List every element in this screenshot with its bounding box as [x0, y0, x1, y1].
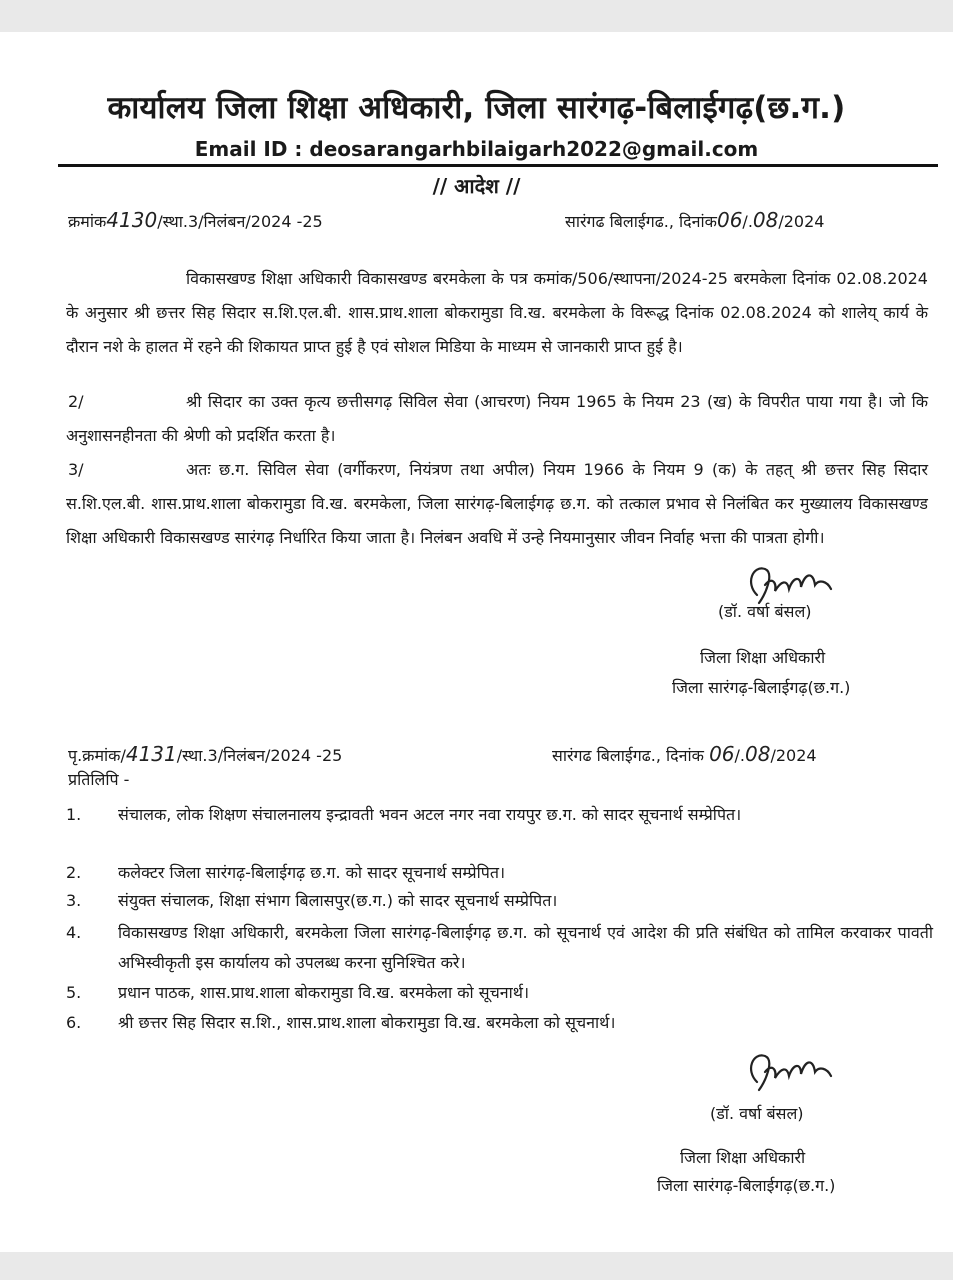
ref2-prefix: पृ.क्रमांक/	[68, 746, 126, 765]
date-month: 08	[752, 208, 779, 232]
paragraph-1: विकासखण्ड शिक्षा अधिकारी विकासखण्ड बरमकेला के पत्र कमांक/506/स्थापना/2024-25 बरमकेला दिनांक 02.08.2024 के अनुसार श्री छत्तर सिह सिदार स.शि.एल.बी. शास.प्राथ.शाला बोकरामुडा वि.ख. बरमकेला के विरूद्ध दिनांक 02.08.2024 को शालेय् कार्य के दौरान नशे के हालत में रहने की शिकायत प्राप्त हुई है एवं सोशल मिडिया के माध्यम से जानकारी प्राप्त हुई है।	[66, 269, 928, 356]
office-email: Email ID : deosarangarhbilaigarh2022@gmail.com	[194, 137, 759, 161]
ref-number: 4130	[106, 208, 158, 232]
ref2-number: 4131	[125, 742, 177, 766]
signature-1-district: जिला सारंगढ़-बिलाईगढ़(छ.ग.)	[672, 678, 851, 697]
date2-place: सारंगढ बिलाईगढ., दिनांक	[552, 746, 704, 765]
paragraph-2-number: 2/	[68, 392, 84, 411]
paragraph-3-number: 3/	[68, 460, 84, 479]
ref-prefix: क्रमांक	[68, 212, 107, 231]
copy-heading: प्रतिलिपि -	[68, 770, 130, 789]
ref2-suffix: /स्था.3/निलंबन/2024 -25	[176, 746, 343, 765]
order-heading: // आदेश //	[432, 174, 521, 198]
office-title: कार्यालय जिला शिक्षा अधिकारी, जिला सारंगढ़-बिलाईगढ़(छ.ग.)	[107, 90, 846, 126]
ref-suffix: /स्था.3/निलंबन/2024 -25	[157, 212, 323, 231]
paragraph-2: श्री सिदार का उक्त कृत्य छत्तीसगढ़ सिविल सेवा (आचरण) नियम 1965 के नियम 23 (ख) के विपरीत पाया गया है। जो कि अनुशासनहीनता की श्रेणी को प्रदर्शित करता है।	[66, 392, 928, 445]
paragraph-3: अतः छ.ग. सिविल सेवा (वर्गीकरण, नियंत्रण तथा अपील) नियम 1966 के नियम 9 (क) के तहत् श्री छत्तर सिह सिदार स.शि.एल.बी. शास.प्राथ.शाला बोकरामुडा वि.ख. बरमकेला, जिला सारंगढ़-बिलाईगढ़ छ.ग. को तत्काल प्रभाव से निलंबित कर मुख्यालय विकासखण्ड शिक्षा अधिकारी विकासखण्ड सारंगढ़ निर्धारित किया जाता है। निलंबन अवधि में उन्हे नियमानुसार जीवन निर्वाह भत्ता की पात्रता होगी।	[66, 460, 928, 547]
order-date: सारंगढ बिलाईगढ., दिनांक06/.08/2024	[565, 208, 825, 232]
copy-date: सारंगढ बिलाईगढ., दिनांक 06/.08/2024	[552, 742, 817, 766]
date-place: सारंगढ बिलाईगढ., दिनांक	[565, 212, 717, 231]
date2-month: 08	[745, 742, 771, 766]
header-rule	[58, 164, 938, 167]
signature-2-designation: जिला शिक्षा अधिकारी	[680, 1148, 806, 1167]
date2-year: /2024	[770, 746, 817, 765]
date-day: 06	[716, 208, 743, 232]
signature-1-designation: जिला शिक्षा अधिकारी	[700, 648, 826, 667]
signature-2-name: (डॉ. वर्षा बंसल)	[710, 1104, 804, 1123]
date-year: /2024	[778, 212, 825, 231]
signature-1-name: (डॉ. वर्षा बंसल)	[718, 602, 812, 621]
order-reference	[68, 208, 323, 232]
copy-reference	[68, 742, 342, 766]
date2-day: 06	[709, 742, 735, 766]
signature-2-district: जिला सारंगढ़-बिलाईगढ़(छ.ग.)	[657, 1176, 836, 1195]
signature-2-image	[735, 1042, 845, 1102]
